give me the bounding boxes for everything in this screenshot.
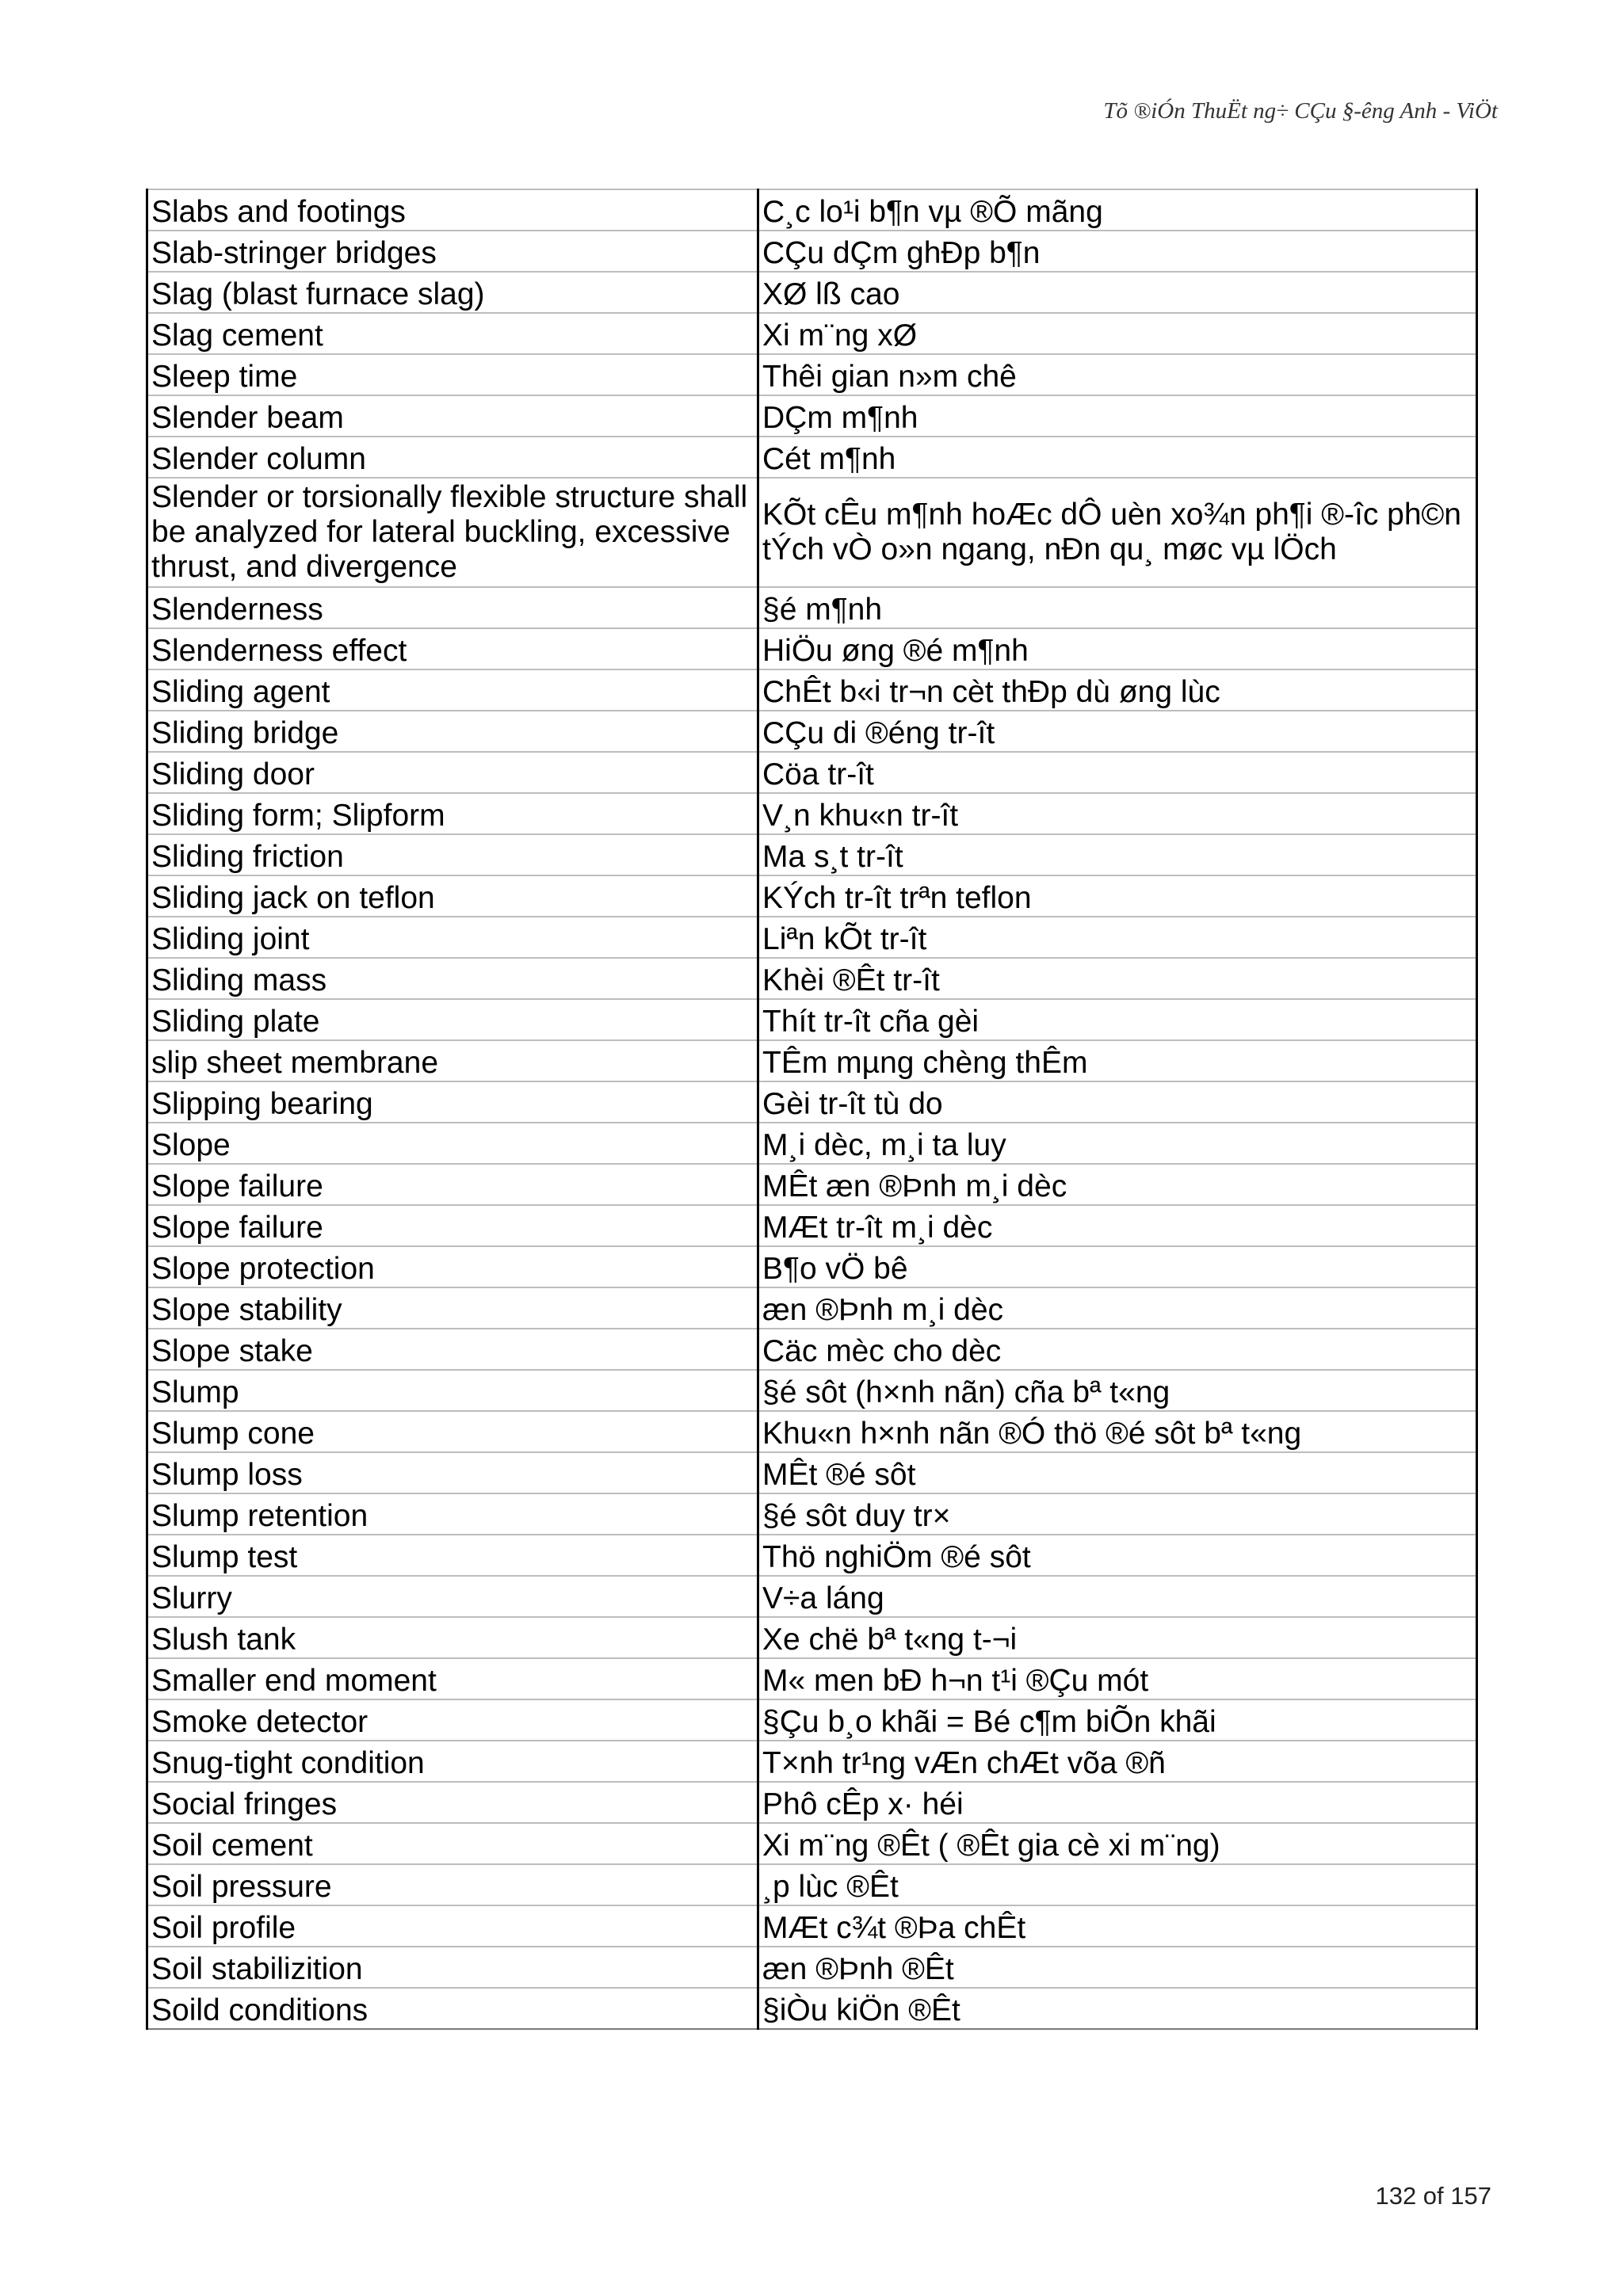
term-cell: Slump <box>147 1370 758 1411</box>
term-cell: Slump loss <box>147 1452 758 1493</box>
translation-cell: MÊt ®é sôt <box>758 1452 1477 1493</box>
term-cell <box>147 478 758 587</box>
term-cell: Social fringes <box>147 1782 758 1823</box>
table-row <box>147 1493 1477 1535</box>
document-header: Tõ ®iÓn ThuËt ng÷ CÇu §-êng Anh - ViÖt <box>1103 98 1498 124</box>
term-cell: Soild conditions <box>147 1988 758 2029</box>
table-row <box>147 1658 1477 1699</box>
table-row <box>147 752 1477 793</box>
table-row <box>147 1864 1477 1905</box>
table-row <box>147 1411 1477 1452</box>
translation-cell: MÊt æn ®Þnh m¸i dèc <box>758 1164 1477 1205</box>
table-row <box>147 1164 1477 1205</box>
translation-cell: Khu«n h×nh nãn ®Ó thö ®é sôt bª t«ng <box>758 1411 1477 1452</box>
term-cell: Soil cement <box>147 1823 758 1864</box>
translation-cell: æn ®Þnh ®Êt <box>758 1947 1477 1988</box>
glossary-table <box>146 189 1478 2030</box>
translation-cell: Khèi ®Êt tr-ît <box>758 958 1477 999</box>
table-row <box>147 1576 1477 1617</box>
table-row <box>147 1699 1477 1741</box>
term-cell: Slump test <box>147 1535 758 1576</box>
term-cell: Slender column <box>147 437 758 478</box>
term-cell: Sliding form; Slipform <box>147 793 758 834</box>
table-row <box>147 1823 1477 1864</box>
table-row <box>147 231 1477 272</box>
glossary-body <box>147 189 1477 2029</box>
translation-cell: Liªn kÕt tr-ît <box>758 917 1477 958</box>
term-cell: Slag (blast furnace slag) <box>147 272 758 313</box>
term-cell: Slab-stringer bridges <box>147 231 758 272</box>
term-cell: Snug-tight condition <box>147 1741 758 1782</box>
table-row <box>147 834 1477 875</box>
translation-cell: Cöa tr-ît <box>758 752 1477 793</box>
table-row <box>147 1205 1477 1246</box>
table-row <box>147 272 1477 313</box>
term-cell: Soil profile <box>147 1905 758 1947</box>
translation-cell: XØ lß cao <box>758 272 1477 313</box>
table-row <box>147 354 1477 395</box>
translation-cell: Xi m¨ng xØ <box>758 313 1477 354</box>
translation-cell: Gèi tr-ît tù do <box>758 1081 1477 1123</box>
table-row <box>147 189 1477 231</box>
translation-cell: Phô cÊp x· héi <box>758 1782 1477 1823</box>
table-row <box>147 958 1477 999</box>
translation-cell: Cäc mèc cho dèc <box>758 1329 1477 1370</box>
translation-cell: ¸p lùc ®Êt <box>758 1864 1477 1905</box>
term-cell: Slump cone <box>147 1411 758 1452</box>
table-row <box>147 313 1477 354</box>
term-cell: Slope failure <box>147 1205 758 1246</box>
term-cell: Slender beam <box>147 395 758 437</box>
table-row <box>147 1246 1477 1287</box>
term-cell: Soil stabilizition <box>147 1947 758 1988</box>
term-cell: slip sheet membrane <box>147 1040 758 1081</box>
term-cell: Sleep time <box>147 354 758 395</box>
translation-cell: Xe chë bª t«ng t-¬i <box>758 1617 1477 1658</box>
term-text: Slender or torsionally flexible structure shall be analyzed for lateral buckling, excessive thrust, and divergence <box>151 480 748 584</box>
table-row <box>147 917 1477 958</box>
table-row <box>147 587 1477 628</box>
translation-cell: B¶o vÖ bê <box>758 1246 1477 1287</box>
term-cell: Slope protection <box>147 1246 758 1287</box>
term-cell: Sliding agent <box>147 669 758 711</box>
term-cell: Slump retention <box>147 1493 758 1535</box>
translation-cell: Thêi gian n»m chê <box>758 354 1477 395</box>
translation-cell: CÇu di ®éng tr-ît <box>758 711 1477 752</box>
translation-cell: TÊm mµng chèng thÊm <box>758 1040 1477 1081</box>
translation-cell: V÷a láng <box>758 1576 1477 1617</box>
term-cell: Slag cement <box>147 313 758 354</box>
term-cell: Smoke detector <box>147 1699 758 1741</box>
translation-cell: HiÖu øng ®é m¶nh <box>758 628 1477 669</box>
translation-cell: Xi m¨ng ®Êt ( ®Êt gia cè xi m¨ng) <box>758 1823 1477 1864</box>
term-cell: Slurry <box>147 1576 758 1617</box>
table-row <box>147 1287 1477 1329</box>
term-cell: Slenderness effect <box>147 628 758 669</box>
term-cell: Slope failure <box>147 1164 758 1205</box>
translation-text: KÕt cÊu m¶nh hoÆc dÔ uèn xo¾n ph¶i ®-îc ph©n tÝch vÒ o»n ngang, nÐn qu¸ møc vµ lÖch <box>762 498 1461 566</box>
table-row <box>147 1782 1477 1823</box>
table-row <box>147 1988 1477 2029</box>
term-cell: Sliding bridge <box>147 711 758 752</box>
table-row <box>147 1040 1477 1081</box>
term-cell: Slope stake <box>147 1329 758 1370</box>
table-row <box>147 478 1477 587</box>
table-row <box>147 1452 1477 1493</box>
term-cell: Slush tank <box>147 1617 758 1658</box>
translation-cell: CÇu dÇm ghÐp b¶n <box>758 231 1477 272</box>
translation-cell: DÇm m¶nh <box>758 395 1477 437</box>
translation-cell: Thö nghiÖm ®é sôt <box>758 1535 1477 1576</box>
table-row <box>147 1947 1477 1988</box>
term-cell: Sliding jack on teflon <box>147 875 758 917</box>
table-row <box>147 437 1477 478</box>
term-cell: Slipping bearing <box>147 1081 758 1123</box>
term-cell: Sliding mass <box>147 958 758 999</box>
table-row <box>147 1617 1477 1658</box>
translation-cell: MÆt c¾t ®Þa chÊt <box>758 1905 1477 1947</box>
translation-cell: æn ®Þnh m¸i dèc <box>758 1287 1477 1329</box>
translation-cell: §é sôt (h×nh nãn) cña bª t«ng <box>758 1370 1477 1411</box>
translation-cell: §é m¶nh <box>758 587 1477 628</box>
translation-cell: §é sôt duy tr× <box>758 1493 1477 1535</box>
translation-cell: C¸c lo¹i b¶n vµ ®Õ mãng <box>758 189 1477 231</box>
translation-cell: ChÊt b«i tr¬n cèt thÐp dù øng lùc <box>758 669 1477 711</box>
term-cell: Sliding joint <box>147 917 758 958</box>
term-cell: Sliding plate <box>147 999 758 1040</box>
translation-cell <box>758 478 1477 587</box>
translation-cell: §iÒu kiÖn ®Êt <box>758 1988 1477 2029</box>
translation-cell: Ma s¸t tr-ît <box>758 834 1477 875</box>
table-row <box>147 875 1477 917</box>
table-row <box>147 628 1477 669</box>
translation-cell: KÝch tr-ît trªn teflon <box>758 875 1477 917</box>
term-cell: Soil pressure <box>147 1864 758 1905</box>
translation-cell: M« men bÐ h¬n t¹i ®Çu mót <box>758 1658 1477 1699</box>
table-row <box>147 1741 1477 1782</box>
table-row <box>147 1535 1477 1576</box>
translation-cell: MÆt tr-ît m¸i dèc <box>758 1205 1477 1246</box>
term-cell: Smaller end moment <box>147 1658 758 1699</box>
table-row <box>147 1123 1477 1164</box>
translation-cell: M¸i dèc, m¸i ta luy <box>758 1123 1477 1164</box>
term-cell: Slope stability <box>147 1287 758 1329</box>
term-cell: Sliding friction <box>147 834 758 875</box>
table-row <box>147 1370 1477 1411</box>
translation-cell: Cét m¶nh <box>758 437 1477 478</box>
table-row <box>147 999 1477 1040</box>
term-cell: Slenderness <box>147 587 758 628</box>
table-row <box>147 1329 1477 1370</box>
table-row <box>147 395 1477 437</box>
table-row <box>147 669 1477 711</box>
table-row <box>147 1905 1477 1947</box>
table-row <box>147 793 1477 834</box>
page-number: 132 of 157 <box>1375 2182 1491 2210</box>
term-cell: Sliding door <box>147 752 758 793</box>
translation-cell: T×nh tr¹ng vÆn chÆt võa ®ñ <box>758 1741 1477 1782</box>
translation-cell: V¸n khu«n tr-ît <box>758 793 1477 834</box>
term-cell: Slope <box>147 1123 758 1164</box>
term-cell: Slabs and footings <box>147 189 758 231</box>
table-row <box>147 711 1477 752</box>
translation-cell: Thít tr-ît cña gèi <box>758 999 1477 1040</box>
translation-cell: §Çu b¸o khãi = Bé c¶m biÕn khãi <box>758 1699 1477 1741</box>
table-row <box>147 1081 1477 1123</box>
